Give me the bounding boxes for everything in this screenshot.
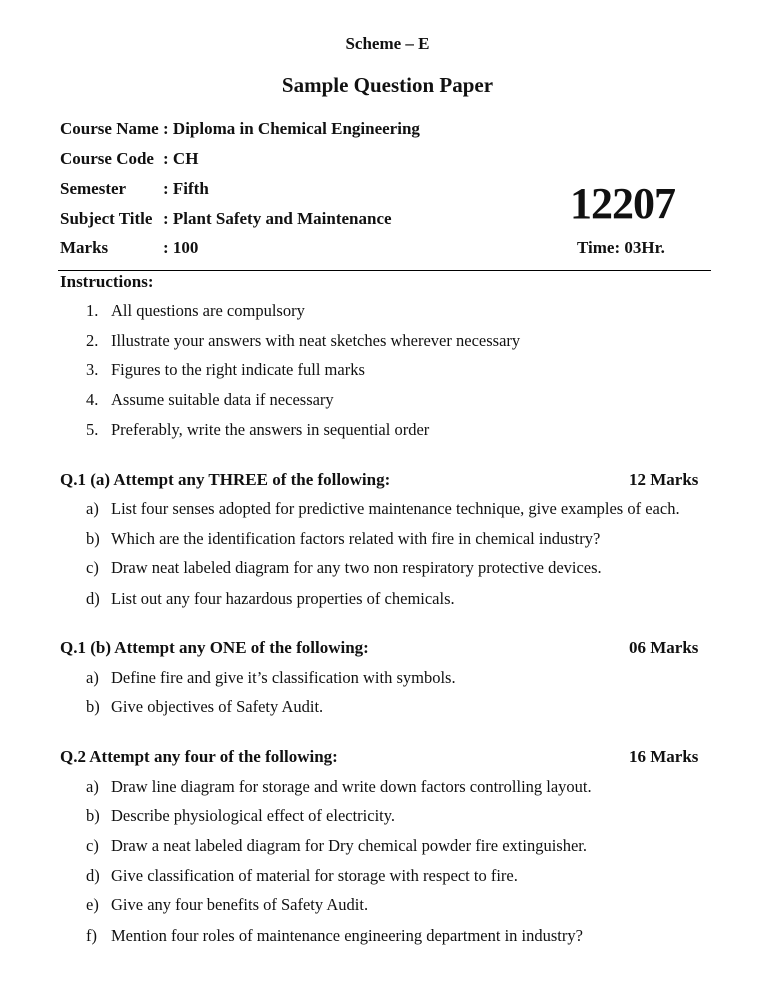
question-item-text: Give classification of material for storage with respect to fire.: [111, 866, 518, 885]
subject-code: 12207: [570, 179, 675, 228]
course-name-value: : Diploma in Chemical Engineering: [163, 119, 420, 138]
question-item-text: Draw line diagram for storage and write down factors controlling layout.: [111, 777, 592, 796]
header-divider: [58, 270, 711, 271]
question-item-text: Give any four benefits of Safety Audit.: [111, 895, 369, 914]
instructions-heading: Instructions:: [60, 272, 154, 291]
course-code-value: : CH: [163, 149, 199, 168]
question-heading: Q.1 (b) Attempt any ONE of the following:: [60, 638, 369, 657]
question-item-label: b): [86, 697, 100, 716]
question-item-text: Mention four roles of maintenance engineering department in industry?: [111, 926, 583, 945]
marks-label: Marks: [60, 238, 109, 257]
question-item-label: a): [86, 777, 99, 796]
question-item-text: List out any four hazardous properties of chemicals.: [111, 589, 455, 608]
question-item-label: c): [86, 558, 99, 577]
course-code-label: Course Code: [60, 149, 154, 168]
subject-title-value: : Plant Safety and Maintenance: [163, 209, 392, 228]
question-item-label: b): [86, 529, 100, 548]
instruction-text: Assume suitable data if necessary: [111, 390, 334, 409]
question-item-text: Draw neat labeled diagram for any two non respiratory protective devices.: [111, 558, 602, 577]
instruction-number: 2.: [86, 331, 99, 350]
instruction-text: Illustrate your answers with neat sketches wherever necessary: [111, 331, 521, 350]
question-item-label: c): [86, 836, 99, 855]
scheme-label: Scheme – E: [345, 34, 430, 53]
question-heading: Q.2 Attempt any four of the following:: [60, 747, 338, 766]
marks-value: : 100: [163, 238, 199, 257]
course-name-label: Course Name: [60, 119, 159, 138]
question-item-text: Define fire and give it’s classification with symbols.: [111, 668, 456, 687]
instruction-number: 3.: [86, 360, 99, 379]
question-item-label: e): [86, 895, 99, 914]
question-heading: Q.1 (a) Attempt any THREE of the following:: [60, 470, 391, 489]
instruction-text: Figures to the right indicate full marks: [111, 360, 365, 379]
instruction-number: 4.: [86, 390, 99, 409]
question-item-text: Which are the identification factors related with fire in chemical industry?: [111, 529, 601, 548]
subject-title-label: Subject Title: [60, 209, 153, 228]
question-item-label: a): [86, 668, 99, 687]
instruction-number: 1.: [86, 301, 99, 320]
question-item-label: f): [86, 926, 97, 945]
question-marks: 12 Marks: [629, 470, 699, 489]
question-marks: 16 Marks: [629, 747, 699, 766]
question-item-text: Give objectives of Safety Audit.: [111, 697, 324, 716]
semester-value: : Fifth: [163, 179, 209, 198]
page-title: Sample Question Paper: [281, 73, 494, 97]
question-marks: 06 Marks: [629, 638, 699, 657]
instruction-number: 5.: [86, 420, 99, 439]
instruction-text: Preferably, write the answers in sequential order: [111, 420, 430, 439]
instruction-text: All questions are compulsory: [111, 301, 305, 320]
question-item-label: b): [86, 806, 100, 825]
question-item-label: a): [86, 499, 99, 518]
semester-label: Semester: [60, 179, 127, 198]
question-item-label: d): [86, 589, 100, 608]
question-item-text: List four senses adopted for predictive maintenance technique, give examples of each.: [111, 499, 680, 518]
question-item-label: d): [86, 866, 100, 885]
question-item-text: Draw a neat labeled diagram for Dry chemical powder fire extinguisher.: [111, 836, 588, 855]
exam-time: Time: 03Hr.: [577, 238, 665, 257]
question-item-text: Describe physiological effect of electricity.: [111, 806, 396, 825]
